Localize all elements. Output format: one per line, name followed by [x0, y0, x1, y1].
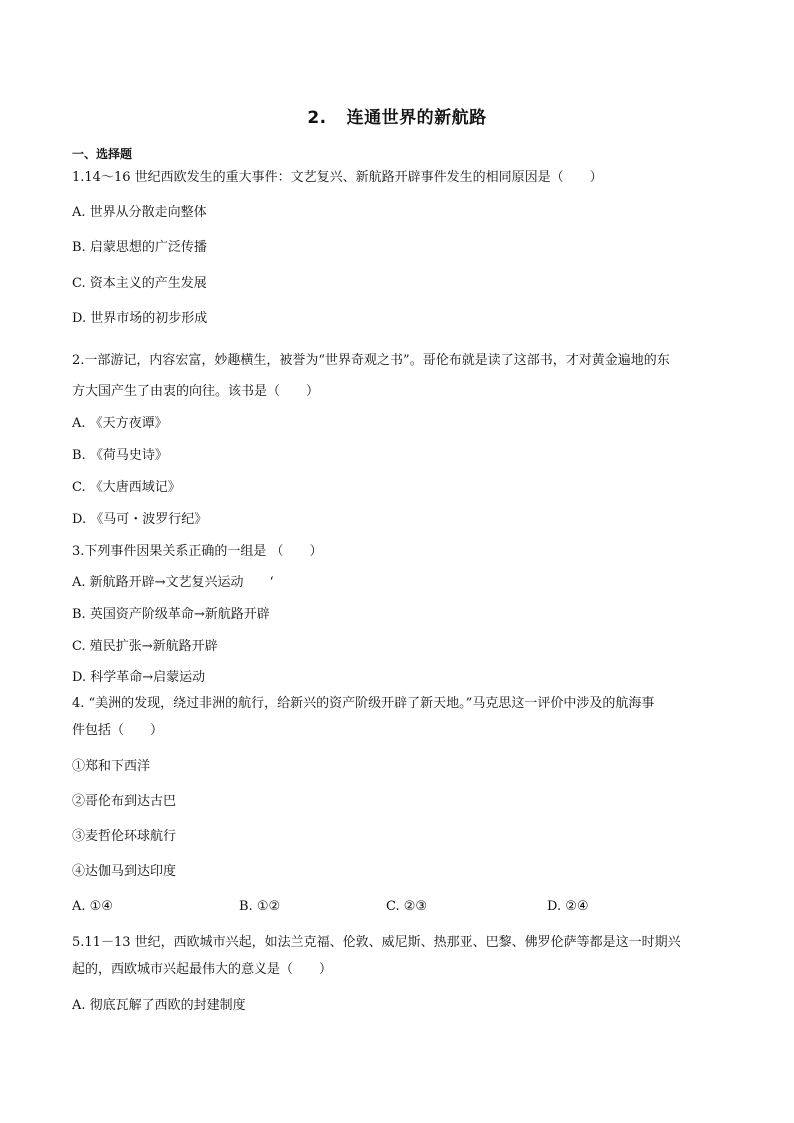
question-5-option-a: A. 彻底瓦解了西欧的封建制度	[72, 998, 246, 1013]
question-4-option-a: A. ①④	[72, 899, 113, 914]
question-4-stem-line-2: 件包括（ ）	[72, 723, 164, 738]
question-4-item-4: ④达伽马到达印度	[72, 864, 177, 879]
question-3-option-a: A. 新航路开辟→文艺复兴运动 ‘	[72, 575, 274, 590]
question-4-stem-line-1: 4. “美洲的发现，绕过非洲的航行，给新兴的资产阶级开辟了新天地。”马克思这一评价中涉及的航海事	[72, 696, 655, 711]
question-5-stem-line-2: 起的，西欧城市兴起最伟大的意义是（ ）	[72, 962, 333, 977]
question-5-stem-line-1: 5.11－13 世纪，西欧城市兴起，如法兰克福、伦敦、威尼斯、热那亚、巴黎、佛罗伦萨等都是这一时期兴	[72, 935, 681, 950]
question-2-stem-line-2: 方大国产生了由衷的向往。该书是（ ）	[72, 384, 320, 399]
question-1-option-b: B. 启蒙思想的广泛传播	[72, 240, 207, 255]
question-2-option-d: D. 《马可・波罗行纪》	[72, 512, 208, 527]
page-title	[0, 103, 794, 128]
question-3-option-d: D. 科学革命→启蒙运动	[72, 670, 206, 685]
question-4-option-c: C. ②③	[386, 899, 428, 914]
question-2-option-a: A. 《天方夜谭》	[72, 416, 168, 431]
question-4-option-d: D. ②④	[547, 899, 589, 914]
question-1-option-c: C. 资本主义的产生发展	[72, 276, 207, 291]
question-1-option-a: A. 世界从分散走向整体	[72, 205, 207, 220]
title-number: 2.	[307, 108, 327, 128]
question-4-item-2: ②哥伦布到达古巴	[72, 794, 177, 809]
question-3-option-c: C. 殖民扩张→新航路开辟	[72, 639, 218, 654]
question-4-option-b: B. ①②	[239, 899, 281, 914]
question-4-item-1: ①郑和下西洋	[72, 759, 151, 774]
question-2-option-b: B. 《荷马史诗》	[72, 448, 168, 463]
question-2-stem-line-1: 2.一部游记，内容宏富，妙趣横生，被誉为“世界奇观之书”。哥伦布就是读了这部书，才对黄金遍地的东	[72, 353, 670, 368]
section-heading: 一、选择题	[72, 147, 133, 161]
question-2-option-c: C. 《大唐西域记》	[72, 480, 181, 495]
question-1-option-d: D. 世界市场的初步形成	[72, 311, 208, 326]
question-4-item-3: ③麦哲伦环球航行	[72, 829, 177, 844]
question-3-stem: 3.下列事件因果关系正确的一组是 （ ）	[72, 544, 323, 559]
question-3-option-b: B. 英国资产阶级革命→新航路开辟	[72, 607, 270, 622]
question-1-stem: 1.14～16 世纪西欧发生的重大事件：文艺复兴、新航路开辟事件发生的相同原因是（ ）	[72, 170, 603, 185]
title-text: 连通世界的新航路	[346, 108, 487, 128]
